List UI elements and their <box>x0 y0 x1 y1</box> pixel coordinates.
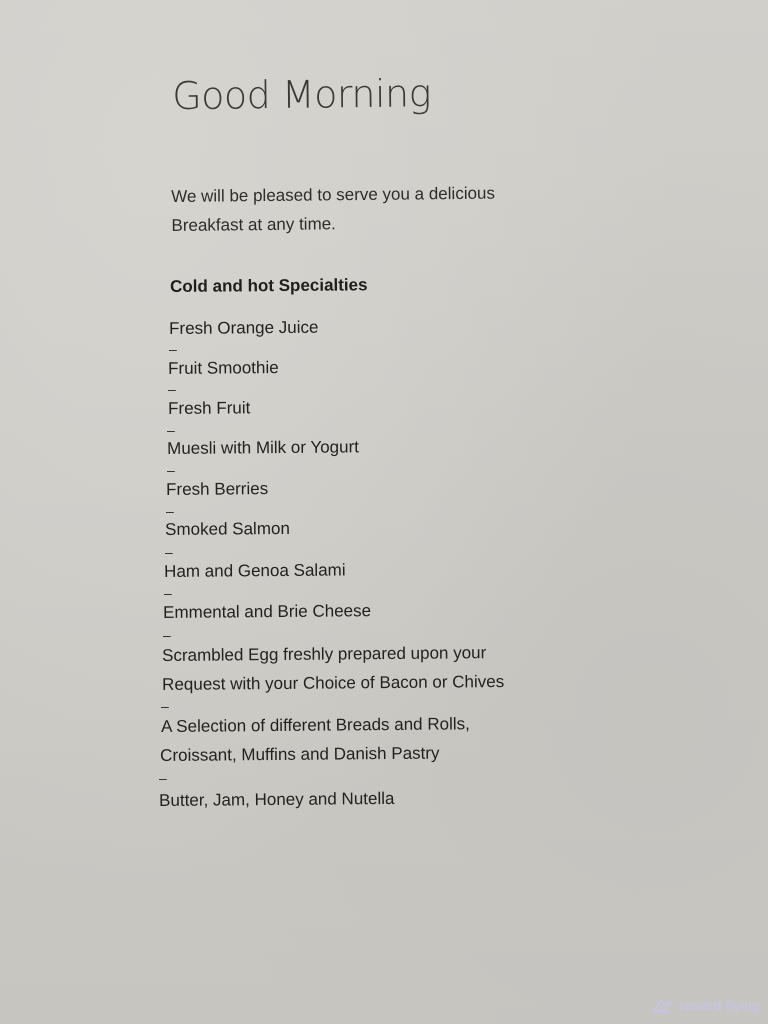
menu-item: Emmental and Brie Cheese <box>163 601 372 622</box>
separator: – <box>167 462 175 478</box>
intro-line-2: Breakfast at any time. <box>171 214 336 235</box>
separator: – <box>167 422 175 438</box>
separator: – <box>161 698 169 714</box>
menu-item-continued: Croissant, Muffins and Danish Pastry <box>160 743 440 765</box>
separator: – <box>165 544 173 560</box>
menu-item: Smoked Salmon <box>165 518 290 539</box>
section-heading: Cold and hot Specialties <box>170 275 368 296</box>
separator: – <box>164 585 172 601</box>
menu-item: Fruit Smoothie <box>168 358 279 378</box>
logo-icon <box>651 996 673 1014</box>
menu-item: Scrambled Egg freshly prepared upon your <box>162 643 487 665</box>
separator: – <box>159 770 167 786</box>
separator: – <box>166 503 174 519</box>
separator: – <box>163 627 171 643</box>
menu-item: A Selection of different Breads and Rolls, <box>161 714 470 736</box>
menu-item-continued: Request with your Choice of Bacon or Chives <box>162 672 505 694</box>
separator: – <box>168 381 176 397</box>
menu-item: Ham and Genoa Salami <box>164 560 346 581</box>
menu-item: Fresh Fruit <box>168 398 251 418</box>
menu-item: Fresh Berries <box>166 479 269 499</box>
watermark-text: reward flying <box>679 997 760 1013</box>
separator: – <box>169 341 177 357</box>
page-title: Good Morning <box>172 71 432 118</box>
intro-line-1: We will be pleased to serve you a delicious <box>171 183 496 206</box>
watermark <box>651 996 760 1014</box>
menu-item: Fresh Orange Juice <box>169 317 319 338</box>
menu-item: Muesli with Milk or Yogurt <box>167 437 360 458</box>
menu-item: Butter, Jam, Honey and Nutella <box>159 788 395 810</box>
